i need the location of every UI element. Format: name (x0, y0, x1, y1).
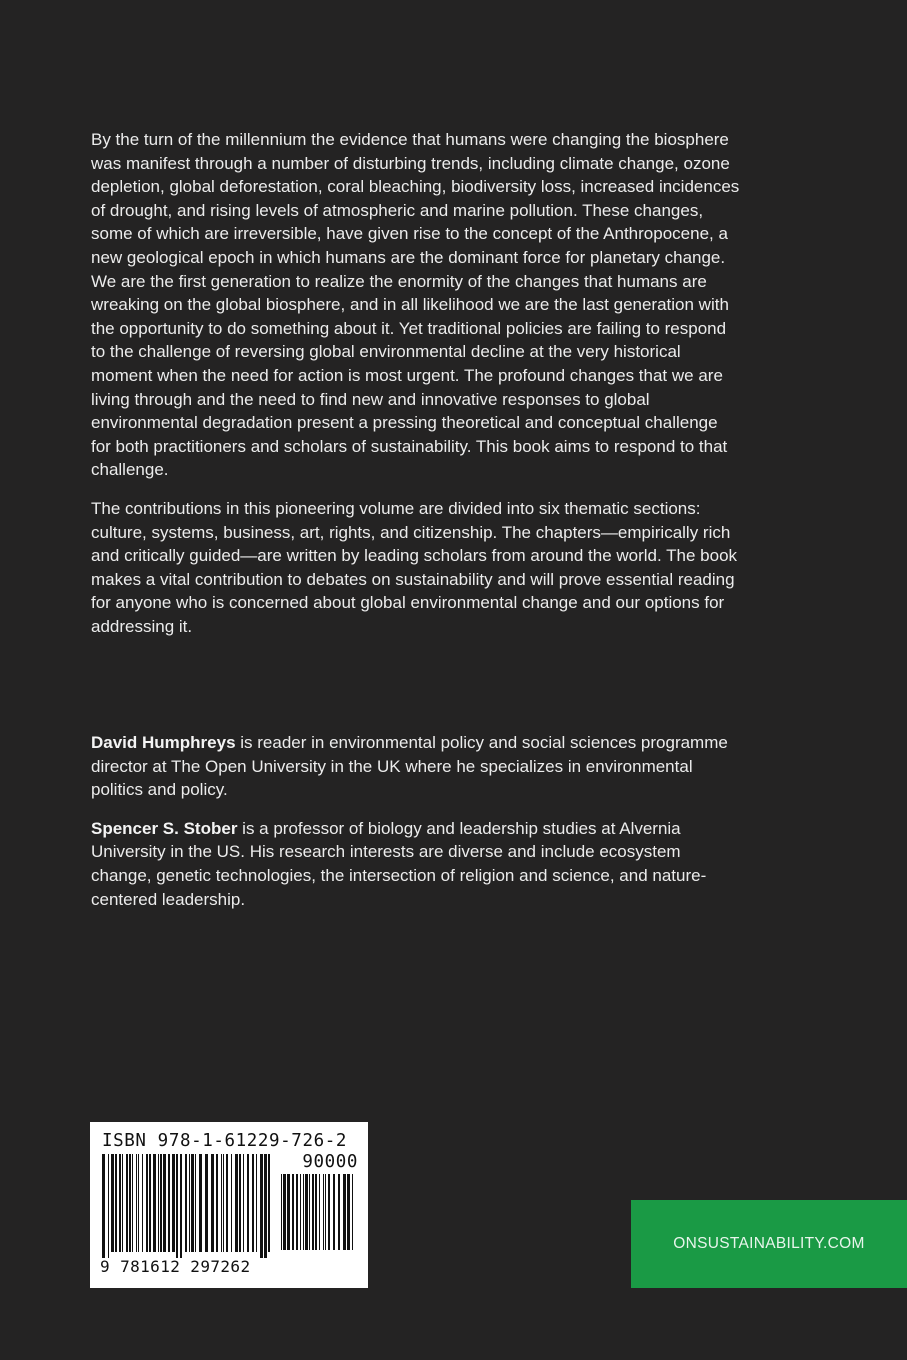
barcode-addon-number: 90000 (302, 1152, 358, 1172)
author-bio-text-1: is reader in environmental policy and social sciences programme director at The Open University in the UK where he specializes in environmental politics and policy. (91, 733, 728, 800)
author-bio-1 (91, 731, 741, 802)
ean-digits: 9 781612 297262 (100, 1257, 251, 1276)
author-bio-2 (91, 817, 741, 911)
isbn-barcode (90, 1122, 368, 1288)
book-description (91, 128, 741, 653)
author-name-1: David Humphreys (91, 733, 236, 752)
isbn-label: ISBN 978-1-61229-726-2 (102, 1131, 347, 1151)
barcode-addon-bars-icon (281, 1174, 357, 1256)
description-paragraph-2: The contributions in this pioneering volume are divided into six thematic sections: culture, systems, business, art, rights, and citizenship. The chapters—empirically rich and critically guided—are written by leading scholars from around the world. The book makes a vital contribution to debates on sustainability and will prove essential reading for anyone who is concerned about global environmental change and our options for addressing it. (91, 498, 738, 636)
author-bio-text-2: is a professor of biology and leadership studies at Alvernia University in the US. His research interests are diverse and include ecosystem change, genetic technologies, the intersection of religion and science, and nature-centered leadership. (91, 818, 707, 909)
barcode-bars-icon (102, 1154, 274, 1258)
author-name-2: Spencer S. Stober (91, 818, 238, 838)
author-bios (91, 731, 741, 926)
description-paragraph-1: By the turn of the millennium the evidence that humans were changing the biosphere was manifest through a number of disturbing trends, including climate change, ozone depletion, global deforestation, coral bleaching, biodiversity loss, increased incidences of drought, and rising levels of atmospheric and marine pollution. These changes, some of which are irreversible, have given rise to the concept of the Anthropocene, a new geological epoch in which humans are the dominant force for planetary change. We are the first generation to realize the enormity of the changes that humans are wreaking on the global biosphere, and in all likelihood we are the last generation with the opportunity to do something about it. Yet traditional policies are failing to respond to the challenge of reversing global environmental decline at the very historical moment when the need for action is most urgent. The profound changes that we are living through and the need to find new and innovative responses to global environmental degradation present a pressing theoretical and conceptual challenge for both practitioners and scholars of sustainability. This book aims to respond to that challenge. (91, 130, 740, 480)
website-label: ONSUSTAINABILITY.COM (673, 1235, 865, 1252)
website-badge[interactable] (631, 1200, 907, 1288)
